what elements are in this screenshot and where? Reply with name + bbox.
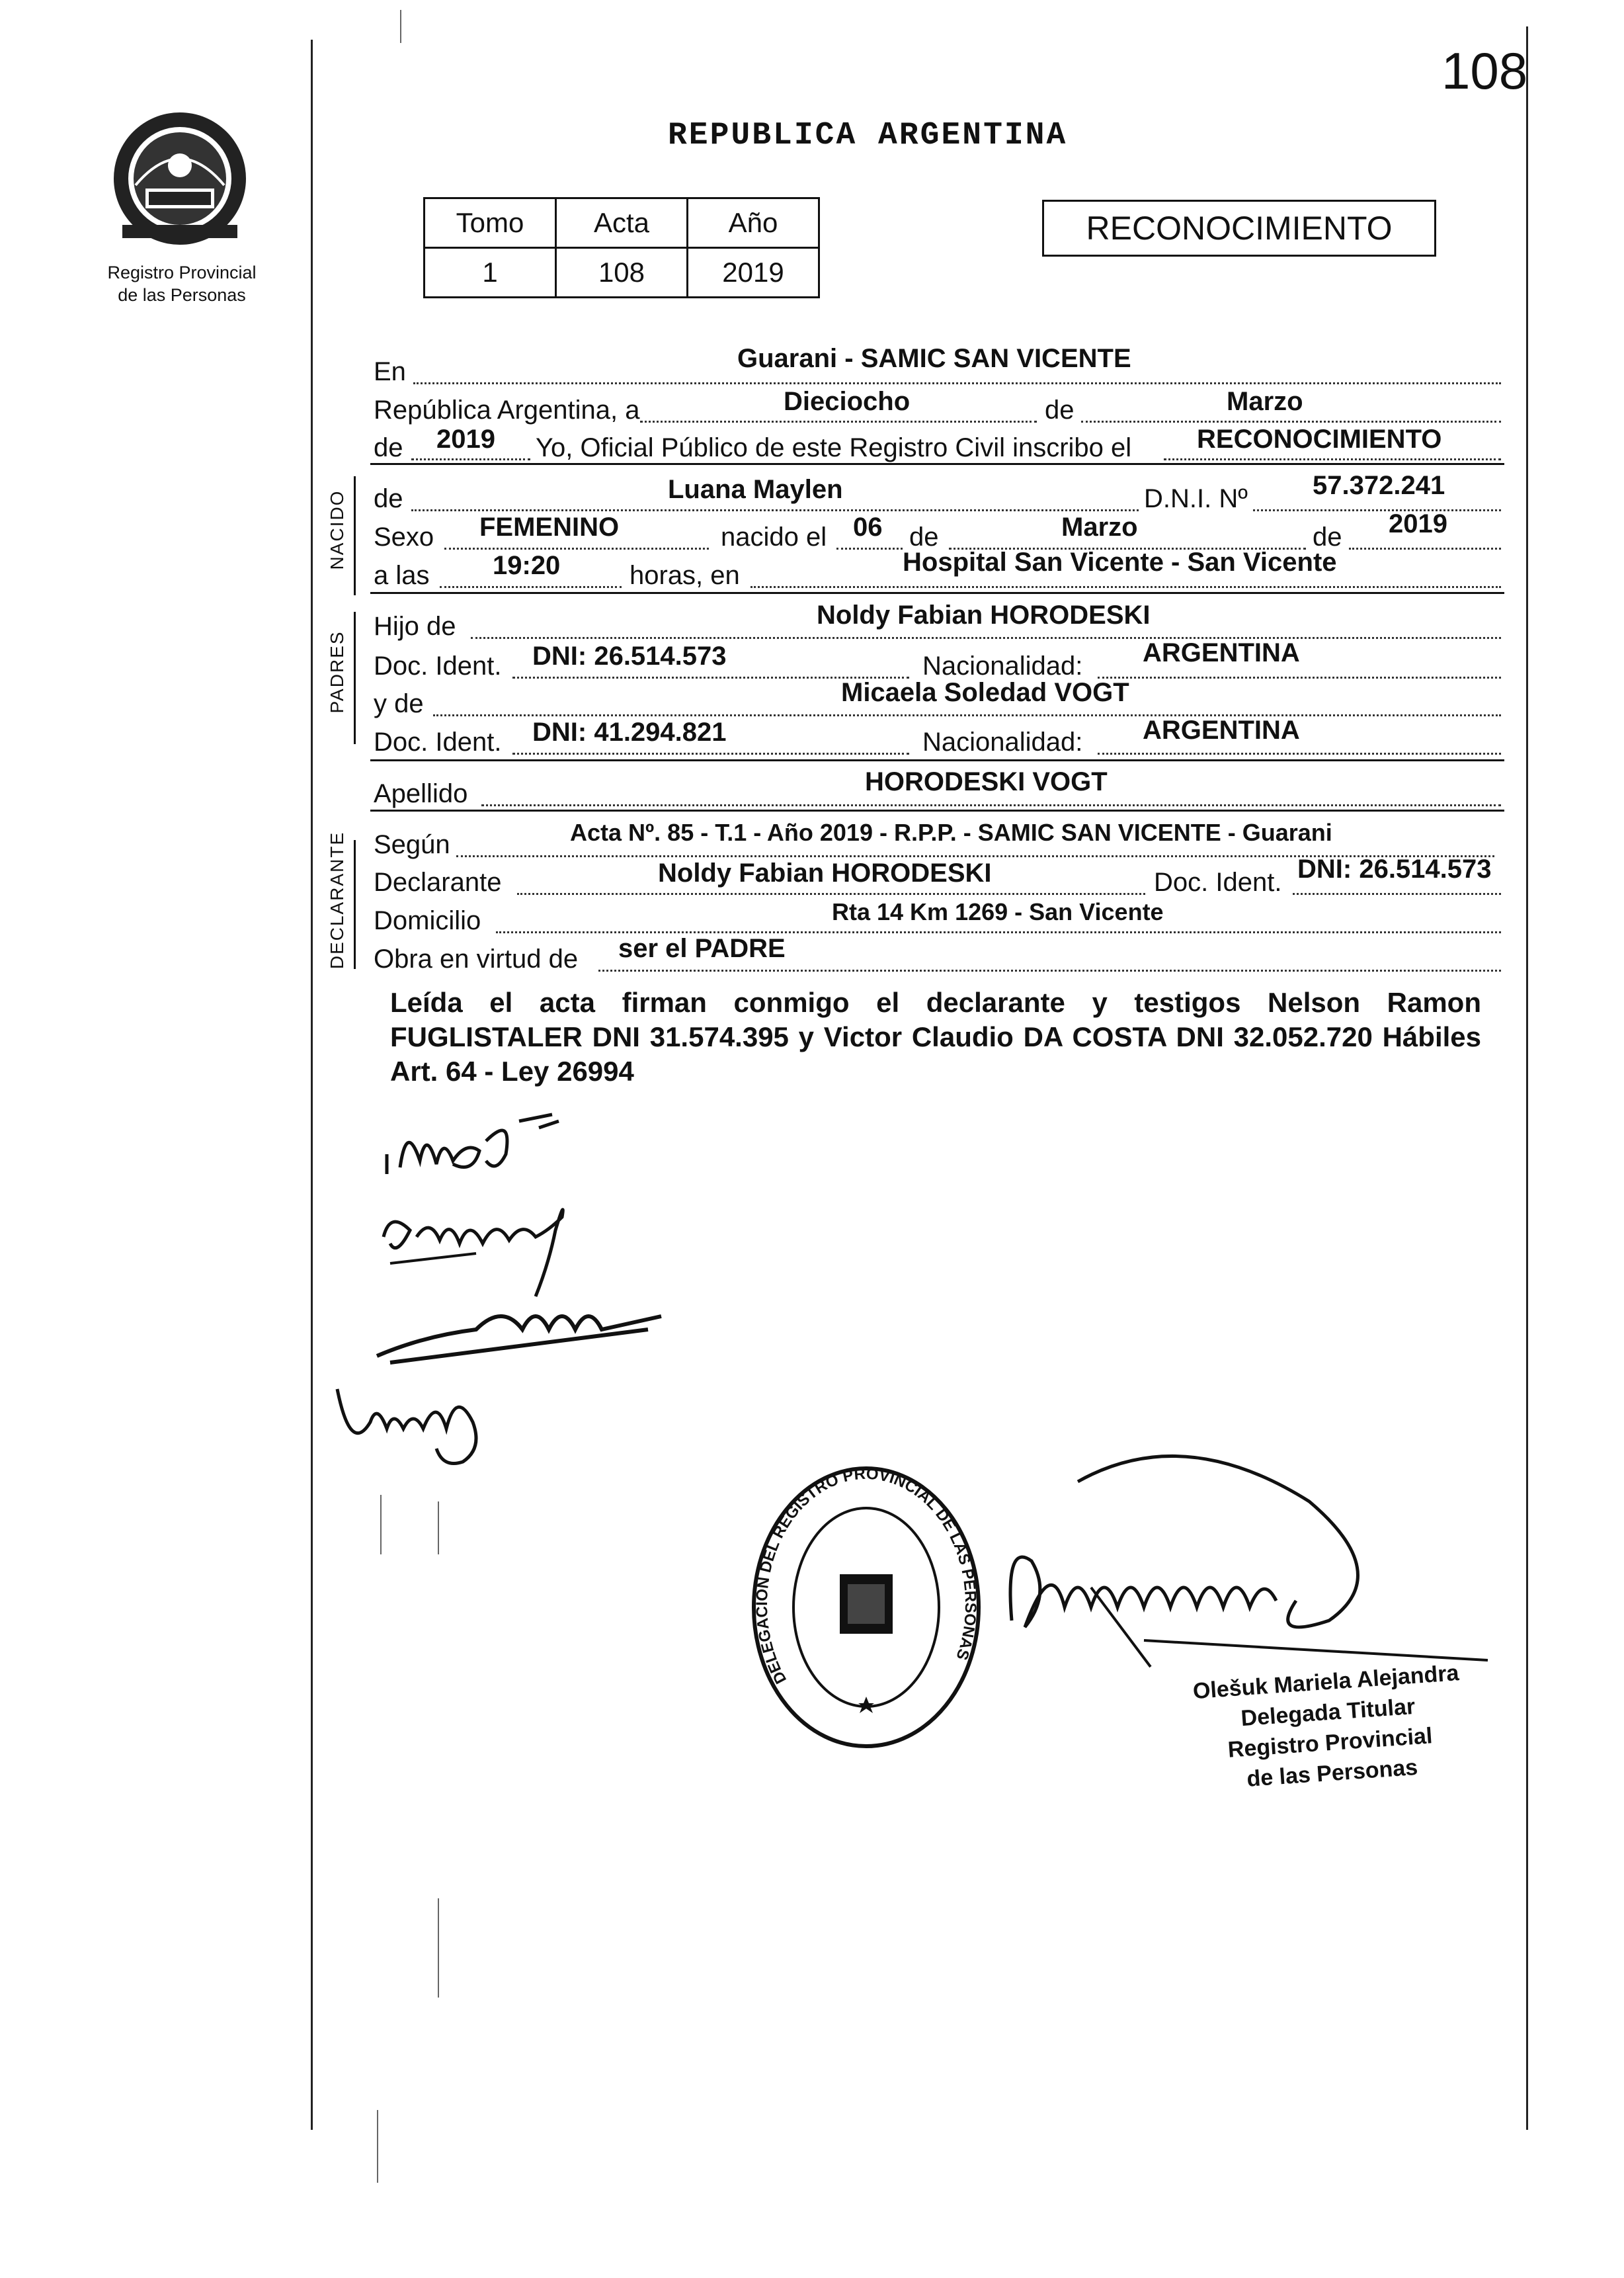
padres-side-label: PADRES bbox=[327, 630, 347, 714]
hora-dotted-line bbox=[440, 586, 622, 588]
officer-caption bbox=[1163, 1656, 1495, 1800]
horas-en-label: horas, en bbox=[629, 561, 740, 590]
record-table bbox=[423, 197, 820, 298]
declarante-label: Declarante bbox=[374, 868, 502, 897]
lugar-dotted-line bbox=[751, 586, 1501, 588]
padre-nac-value: ARGENTINA bbox=[1143, 638, 1300, 667]
inscribe-value: RECONOCIMIENTO bbox=[1197, 425, 1442, 454]
padre-nac-dotted-line bbox=[1098, 677, 1501, 679]
record-header-acta: Acta bbox=[556, 198, 688, 248]
madre-value: Micaela Soledad VOGT bbox=[841, 678, 1129, 707]
anio-dotted-line bbox=[411, 458, 530, 460]
sexo-value: FEMENINO bbox=[479, 513, 620, 542]
registry-caption-line2: de las Personas bbox=[118, 285, 246, 305]
de-label-1: de bbox=[1045, 396, 1075, 425]
segun-label: Según bbox=[374, 830, 450, 859]
document-title: REPUBLICA ARGENTINA bbox=[668, 118, 1068, 153]
hora-value: 19:20 bbox=[493, 551, 561, 580]
mes-dotted-line bbox=[1081, 421, 1501, 423]
segun-value: Acta Nº. 85 - T.1 - Año 2019 - R.P.P. - SAMIC SAN VICENTE - Guarani bbox=[570, 819, 1332, 846]
declarante-value: Noldy Fabian HORODESKI bbox=[658, 859, 992, 888]
left-margin-line bbox=[311, 40, 313, 2130]
y-de-label: y de bbox=[374, 689, 424, 718]
republica-label: República Argentina, a bbox=[374, 396, 640, 425]
obra-dotted-line bbox=[598, 970, 1501, 972]
nacido-label: nacido el bbox=[721, 523, 827, 552]
right-margin-line bbox=[1526, 26, 1528, 2130]
madre-nac-dotted-line bbox=[1098, 753, 1501, 755]
scan-mark-2 bbox=[380, 1495, 382, 1554]
closing-statement: Leída el acta firman conmigo el declarante y testigos Nelson Ramon FUGLISTALER DNI 31.574.395 y Victor Claudio DA COSTA DNI 32.052.720 Hábiles Art. 64 - Ley 26994 bbox=[390, 987, 1481, 1087]
officer-name: Olešuk Mariela Alejandra bbox=[1192, 1660, 1460, 1705]
nac-dia-value: 06 bbox=[853, 513, 883, 542]
domicilio-dotted-line bbox=[496, 931, 1501, 933]
domicilio-label: Domicilio bbox=[374, 906, 481, 935]
witness-signature-1 bbox=[377, 1191, 595, 1303]
nac-anio-value: 2019 bbox=[1389, 509, 1447, 538]
de-label-3: de bbox=[374, 484, 403, 513]
province-emblem-logo bbox=[109, 106, 251, 251]
nacionalidad-label-madre: Nacionalidad: bbox=[922, 728, 1083, 757]
record-value-anio: 2019 bbox=[688, 248, 819, 298]
declarante-doc-value: DNI: 26.514.573 bbox=[1297, 855, 1492, 884]
domicilio-value: Rta 14 Km 1269 - San Vicente bbox=[832, 898, 1164, 925]
declarant-signature bbox=[380, 1101, 572, 1187]
declarante-dotted-line bbox=[517, 893, 1145, 895]
official-seal-stamp bbox=[747, 1462, 985, 1753]
doc-label-declarante: Doc. Ident. bbox=[1154, 868, 1282, 897]
madre-nac-value: ARGENTINA bbox=[1143, 716, 1300, 745]
registry-caption bbox=[86, 261, 278, 306]
section-rule-3 bbox=[370, 759, 1504, 761]
sexo-label: Sexo bbox=[374, 523, 434, 552]
declarante-side-bar bbox=[354, 840, 356, 969]
section-rule-1 bbox=[370, 463, 1504, 465]
anio-value: 2019 bbox=[436, 425, 495, 454]
witness-signature-3 bbox=[331, 1363, 503, 1475]
oficial-label: Yo, Oficial Público de este Registro Civil inscribo el bbox=[536, 433, 1132, 462]
a-las-label: a las bbox=[374, 561, 430, 590]
page-number: 108 bbox=[1441, 42, 1528, 100]
apellido-value: HORODESKI VOGT bbox=[865, 767, 1108, 796]
sexo-dotted-line bbox=[444, 548, 709, 550]
madre-dotted-line bbox=[433, 714, 1501, 716]
officer-office-line2: de las Personas bbox=[1246, 1754, 1419, 1792]
dni-dotted-line bbox=[1253, 509, 1501, 511]
nacido-side-label: NACIDO bbox=[327, 489, 347, 570]
de-label-2: de bbox=[374, 433, 403, 462]
padre-value: Noldy Fabian HORODESKI bbox=[817, 601, 1151, 630]
section-rule-2 bbox=[370, 592, 1504, 594]
declarante-side-label: DECLARANTE bbox=[327, 831, 347, 970]
section-rule-4 bbox=[370, 810, 1504, 812]
officer-signature bbox=[985, 1422, 1501, 1700]
lugar-value: Hospital San Vicente - San Vicente bbox=[903, 548, 1337, 577]
scan-mark-3 bbox=[438, 1501, 439, 1554]
apellido-label: Apellido bbox=[374, 779, 468, 808]
hijo-label: Hijo de bbox=[374, 612, 456, 641]
dia-value: Dieciocho bbox=[784, 387, 911, 416]
registry-caption-line1: Registro Provincial bbox=[107, 263, 257, 282]
nombre-dotted-line bbox=[411, 509, 1139, 511]
seal-outer-text: DELEGACION DEL REGISTRO PROVINCIAL DE LAS PERSONAS bbox=[752, 1464, 980, 1687]
dni-value: 57.372.241 bbox=[1313, 471, 1445, 500]
dni-label: D.N.I. Nº bbox=[1144, 484, 1248, 513]
padres-side-bar bbox=[354, 612, 356, 744]
doc-label-madre: Doc. Ident. bbox=[374, 728, 502, 757]
apellido-dotted-line bbox=[481, 804, 1501, 806]
nac-anio-dotted-line bbox=[1349, 548, 1501, 550]
nac-dia-dotted-line bbox=[836, 548, 903, 550]
doc-label-padre: Doc. Ident. bbox=[374, 652, 502, 681]
en-label: En bbox=[374, 357, 406, 386]
en-dotted-line bbox=[413, 382, 1501, 384]
record-value-acta: 108 bbox=[556, 248, 688, 298]
dia-dotted-line bbox=[640, 421, 1037, 423]
record-header-tomo: Tomo bbox=[425, 198, 556, 248]
de-label-4: de bbox=[909, 523, 939, 552]
scan-mark-1 bbox=[400, 10, 401, 43]
scan-mark-4 bbox=[438, 1898, 439, 1998]
obra-value: ser el PADRE bbox=[618, 934, 786, 963]
scan-mark-5 bbox=[377, 2110, 378, 2183]
nacionalidad-label-padre: Nacionalidad: bbox=[922, 652, 1083, 681]
officer-role: Delegada Titular bbox=[1240, 1693, 1416, 1732]
witness-signature-2 bbox=[370, 1290, 668, 1369]
declarante-doc-dotted-line bbox=[1293, 893, 1501, 895]
en-value: Guarani - SAMIC SAN VICENTE bbox=[737, 344, 1131, 373]
nombre-value: Luana Maylen bbox=[668, 475, 843, 504]
record-value-tomo: 1 bbox=[425, 248, 556, 298]
nac-mes-value: Marzo bbox=[1061, 513, 1138, 542]
officer-office-line1: Registro Provincial bbox=[1227, 1723, 1434, 1763]
madre-doc-value: DNI: 41.294.821 bbox=[532, 718, 727, 747]
record-header-anio: Año bbox=[688, 198, 819, 248]
madre-doc-dotted-line bbox=[512, 753, 909, 755]
nacido-side-bar bbox=[354, 476, 356, 595]
obra-label: Obra en virtud de bbox=[374, 945, 579, 974]
de-label-5: de bbox=[1313, 523, 1342, 552]
padre-dotted-line bbox=[471, 637, 1501, 639]
padre-doc-value: DNI: 26.514.573 bbox=[532, 642, 727, 671]
mes-value: Marzo bbox=[1227, 387, 1303, 416]
inscribe-dotted-line bbox=[1164, 458, 1501, 460]
act-type-box: RECONOCIMIENTO bbox=[1042, 200, 1436, 257]
